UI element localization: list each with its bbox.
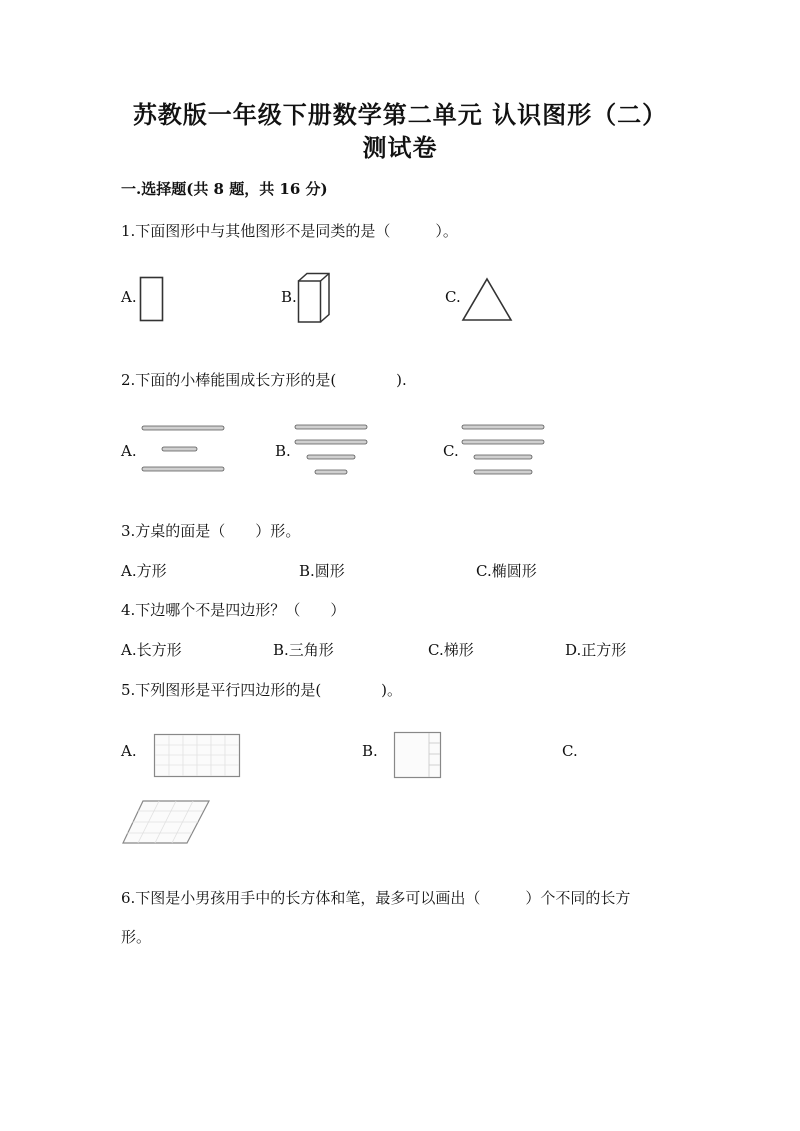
question-3-text: 3.方桌的面是（ ）形。 (121, 522, 301, 540)
sticks-figure-c (460, 422, 546, 478)
section-heading: 一.选择题(共 8 题，共 16 分) (121, 180, 328, 198)
q5-option-c-label: C. (562, 742, 578, 760)
q3-option-b: B.圆形 (299, 562, 345, 580)
page-title: 苏教版一年级下册数学第二单元 认识图形（二） (132, 100, 668, 129)
parallelogram-figure (121, 799, 211, 845)
rectangle-figure (139, 276, 165, 322)
q4-option-a: A.长方形 (121, 641, 182, 659)
question-1-text: 1.下面图形中与其他图形不是同类的是（ ）。 (121, 222, 458, 240)
q1-option-a-label: A. (121, 288, 137, 306)
question-6-text-line2: 形。 (121, 928, 152, 946)
q4-option-d: D.正方形 (565, 641, 627, 659)
triangle-figure (461, 277, 513, 323)
question-2-text: 2.下面的小棒能围成长方形的是( ). (121, 371, 407, 389)
q3-option-c: C.椭圆形 (476, 562, 537, 580)
q3-option-a: A.方形 (121, 562, 167, 580)
question-5-text: 5.下列图形是平行四边形的是( )。 (121, 681, 403, 699)
wide-rectangle-figure (153, 733, 241, 779)
sticks-figure-b (293, 422, 369, 478)
q5-option-a-label: A. (121, 742, 137, 760)
q1-option-c-label: C. (445, 288, 461, 306)
q2-option-c-label: C. (443, 442, 459, 460)
cuboid-figure (297, 272, 331, 324)
question-6-text-line1: 6.下图是小男孩用手中的长方体和笔，最多可以画出（ ）个不同的长方 (121, 889, 631, 907)
page-subtitle: 测试卷 (362, 133, 438, 162)
sticks-figure-a (140, 422, 226, 474)
question-4-text: 4.下边哪个不是四边形？（ ） (121, 601, 346, 619)
q2-option-b-label: B. (275, 442, 291, 460)
q1-option-b-label: B. (281, 288, 297, 306)
q5-option-b-label: B. (362, 742, 378, 760)
q4-option-b: B.三角形 (273, 641, 334, 659)
square-grid-figure (393, 731, 443, 779)
q2-option-a-label: A. (121, 442, 137, 460)
q4-option-c: C.梯形 (428, 641, 474, 659)
